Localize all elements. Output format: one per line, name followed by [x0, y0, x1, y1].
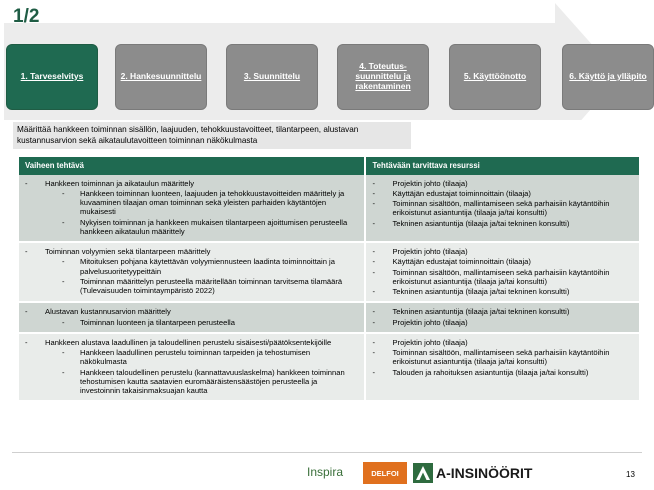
resource-cell: - Projektin johto (tilaaja) - Käyttäjän edustajat toiminnoittain (tilaaja) - Toiminnan sisältöön, mallintamiseen sekä parhaisiin käytäntöihin erikoistunut asiantuntija (tilaaja ja/tai konsultti) - Tekninen asiantuntija (tilaaja ja/tai tekninen konsultti) — [365, 175, 640, 243]
page-number: 1/2 — [13, 6, 40, 27]
task-title: Hankkeen alustava laadullinen ja taloudellinen perustelu sisäisesti/päätöksentekijöille — [45, 337, 332, 347]
header-task: Vaiheen tehtävä — [19, 157, 365, 175]
a-insinoorit-logo — [413, 463, 532, 483]
header-resource: Tehtävään tarvittava resurssi — [365, 157, 640, 175]
step-label: 5. Käyttöönotto — [463, 71, 527, 82]
resource-item: Käyttäjän edustajat toiminnoittain (tilaaja) — [392, 188, 531, 198]
resource-cell: - Projektin johto (tilaaja) - Käyttäjän edustajat toiminnoittain (tilaaja) - Toiminnan sisältöön, mallintamiseen sekä parhaisiin käytäntöihin erikoistunut asiantuntija (tilaaja ja/tai konsultti) - Tekninen asiantuntija (tilaaja ja/tai tekninen konsultti) — [365, 242, 640, 302]
resource-cell: - Tekninen asiantuntija (tilaaja ja/tai tekninen konsultti) - Projektin johto (tilaaja) — [365, 302, 640, 333]
task-cell: - Toiminnan volyymien sekä tilantarpeen määrittely - Mitoituksen pohjana käytettävän volyymiennusteen laadinta toiminnoittain ja palvelusuoritetyypeittäin - Toiminnan määrittelyn perusteella määritellään toiminnan tarvitsema tilamäärä (Tulevaisuuden toimintaympäristö 2022) — [19, 242, 365, 302]
a-insinoorit-mark-icon — [413, 463, 433, 483]
subtask: Toiminnan luonteen ja tilantarpeen perusteella — [80, 317, 235, 327]
resource-item: Talouden ja rahoituksen asiantuntija (tilaaja ja/tai konsultti) — [392, 367, 589, 377]
delfoi-logo — [363, 462, 407, 484]
a-insinoorit-logo-text: A-INSINÖÖRIT — [436, 465, 533, 481]
step-label: 2. Hankesuunnittelu — [120, 71, 202, 82]
table-header-row — [19, 157, 640, 175]
resource-item: Tekninen asiantuntija (tilaaja ja/tai tekninen konsultti) — [392, 307, 570, 317]
task-cell: - Hankkeen alustava laadullinen ja taloudellinen perustelu sisäisesti/päätöksentekijöille - Hankkeen laadullinen perustelu toiminnan tarpeiden ja tehostumisen näkökulmasta - Hankkeen taloudellinen perustelu (kannattavuuslaskelma) hankkeen toiminnan tehostumisen kautta saatavien euromääräistensäästöjen perusteella ja investoinnin takaisinmaksuajan kautta — [19, 333, 365, 402]
subtask: Mitoituksen pohjana käytettävän volyymiennusteen laadinta toiminnoittain ja palvelusuoritetyypeittäin — [80, 257, 335, 276]
resource-item: Tekninen asiantuntija (tilaaja ja/tai tekninen konsultti) — [392, 218, 570, 228]
task-cell: - Hankkeen toiminnan ja aikataulun määrittely - Hankkeen toiminnan luonteen, laajuuden ja tehokkuustavoitteiden määrittely ja kuvaaminen tilaajan oman toiminnan sekä yleisten parhaiden käytäntöjen mukaisesti - Nykyisen toiminnan ja hankkeen mukaisen tilantarpeen ajoittumisen perusteella hankkeen aikataulun määrittely — [19, 175, 365, 243]
task-cell: - Alustavan kustannusarvion määrittely - Toiminnan luonteen ja tilantarpeen perusteella — [19, 302, 365, 333]
subtask: Hankkeen taloudellinen perustelu (kannattavuuslaskelma) hankkeen toiminnan tehostumisen kautta saatavien euromääräistensäästöjen perusteella ja investoinnin takaisinmaksuajan kautta — [80, 367, 345, 395]
subtask: Nykyisen toiminnan ja hankkeen mukaisen tilantarpeen ajoittumisen perusteella hankkeen aikataulun määrittely — [80, 217, 348, 236]
phase-description: Määrittää hankkeen toiminnan sisällön, laajuuden, tehokkuustavoitteet, tilantarpeen, alustavan kustannusarvion sekä aikataulutavoitteen toiminnan näkökulmasta — [13, 122, 411, 149]
table-row — [19, 333, 640, 402]
task-title: Alustavan kustannusarvion määrittely — [45, 307, 171, 317]
resource-item: Toiminnan sisältöön, mallintamiseen sekä parhaisiin käytäntöihin erikoistunut asiantuntija (tilaaja ja/tai konsultti) — [392, 199, 610, 218]
resource-item: Projektin johto (tilaaja) — [392, 247, 468, 256]
process-step-2[interactable] — [115, 44, 207, 110]
step-label: 6. Käyttö ja ylläpito — [569, 71, 647, 82]
resource-item: Toiminnan sisältöön, mallintamiseen sekä parhaisiin käytäntöihin erikoistunut asiantuntija (tilaaja ja/tai konsultti) — [392, 267, 610, 286]
table-row — [19, 175, 640, 243]
resource-item: Käyttäjän edustajat toiminnoittain (tilaaja) — [392, 257, 531, 267]
resource-item: Projektin johto (tilaaja) — [392, 337, 468, 347]
table-row — [19, 302, 640, 333]
inspira-logo: Inspira — [307, 465, 344, 479]
slide-number: 13 — [626, 470, 635, 479]
process-step-3[interactable] — [226, 44, 318, 110]
subtask: Hankkeen laadullinen perustelu toiminnan tarpeiden ja tehostumisen näkökulmasta — [80, 348, 311, 367]
resource-item: Projektin johto (tilaaja) — [392, 178, 468, 188]
process-step-5[interactable] — [449, 44, 541, 110]
process-step-1[interactable] — [6, 44, 98, 110]
task-title: Toiminnan volyymien sekä tilantarpeen määrittely — [45, 247, 211, 256]
resource-cell: - Projektin johto (tilaaja) - Toiminnan sisältöön, mallintamiseen sekä parhaisiin käytäntöihin erikoistunut asiantuntija (tilaaja ja/tai konsultti) - Talouden ja rahoituksen asiantuntija (tilaaja ja/tai konsultti) — [365, 333, 640, 402]
resource-item: Toiminnan sisältöön, mallintamiseen sekä parhaisiin käytäntöihin erikoistunut asiantuntija (tilaaja ja/tai konsultti) — [392, 348, 610, 367]
phase-task-table — [19, 157, 641, 402]
resource-item: Projektin johto (tilaaja) — [392, 317, 468, 327]
task-title: Hankkeen toiminnan ja aikataulun määrittely — [45, 178, 195, 188]
delfoi-logo-text: DELFOI — [371, 468, 399, 478]
step-label: 3. Suunnittelu — [243, 71, 301, 82]
subtask: Toiminnan määrittelyn perusteella määritellään toiminnan tarvitsema tilamäärä (Tulevaisuuden toimintaympäristö 2022) — [80, 276, 343, 295]
process-step-6[interactable] — [562, 44, 654, 110]
step-label: 1. Tarveselvitys — [20, 71, 84, 82]
resource-item: Tekninen asiantuntija (tilaaja ja/tai tekninen konsultti) — [392, 287, 570, 296]
footer-divider — [12, 452, 642, 453]
process-step-4[interactable] — [337, 44, 429, 110]
process-arrow-background — [0, 0, 654, 120]
step-label: 4. Toteutus-suunnittelu ja rakentaminen — [355, 61, 411, 91]
subtask: Hankkeen toiminnan luonteen, laajuuden ja tehokkuustavoitteiden määrittely ja kuvaaminen tilaajan oman toiminnan sekä yleisten parhaiden käytäntöjen mukaisesti — [80, 188, 345, 217]
table-row — [19, 242, 640, 302]
